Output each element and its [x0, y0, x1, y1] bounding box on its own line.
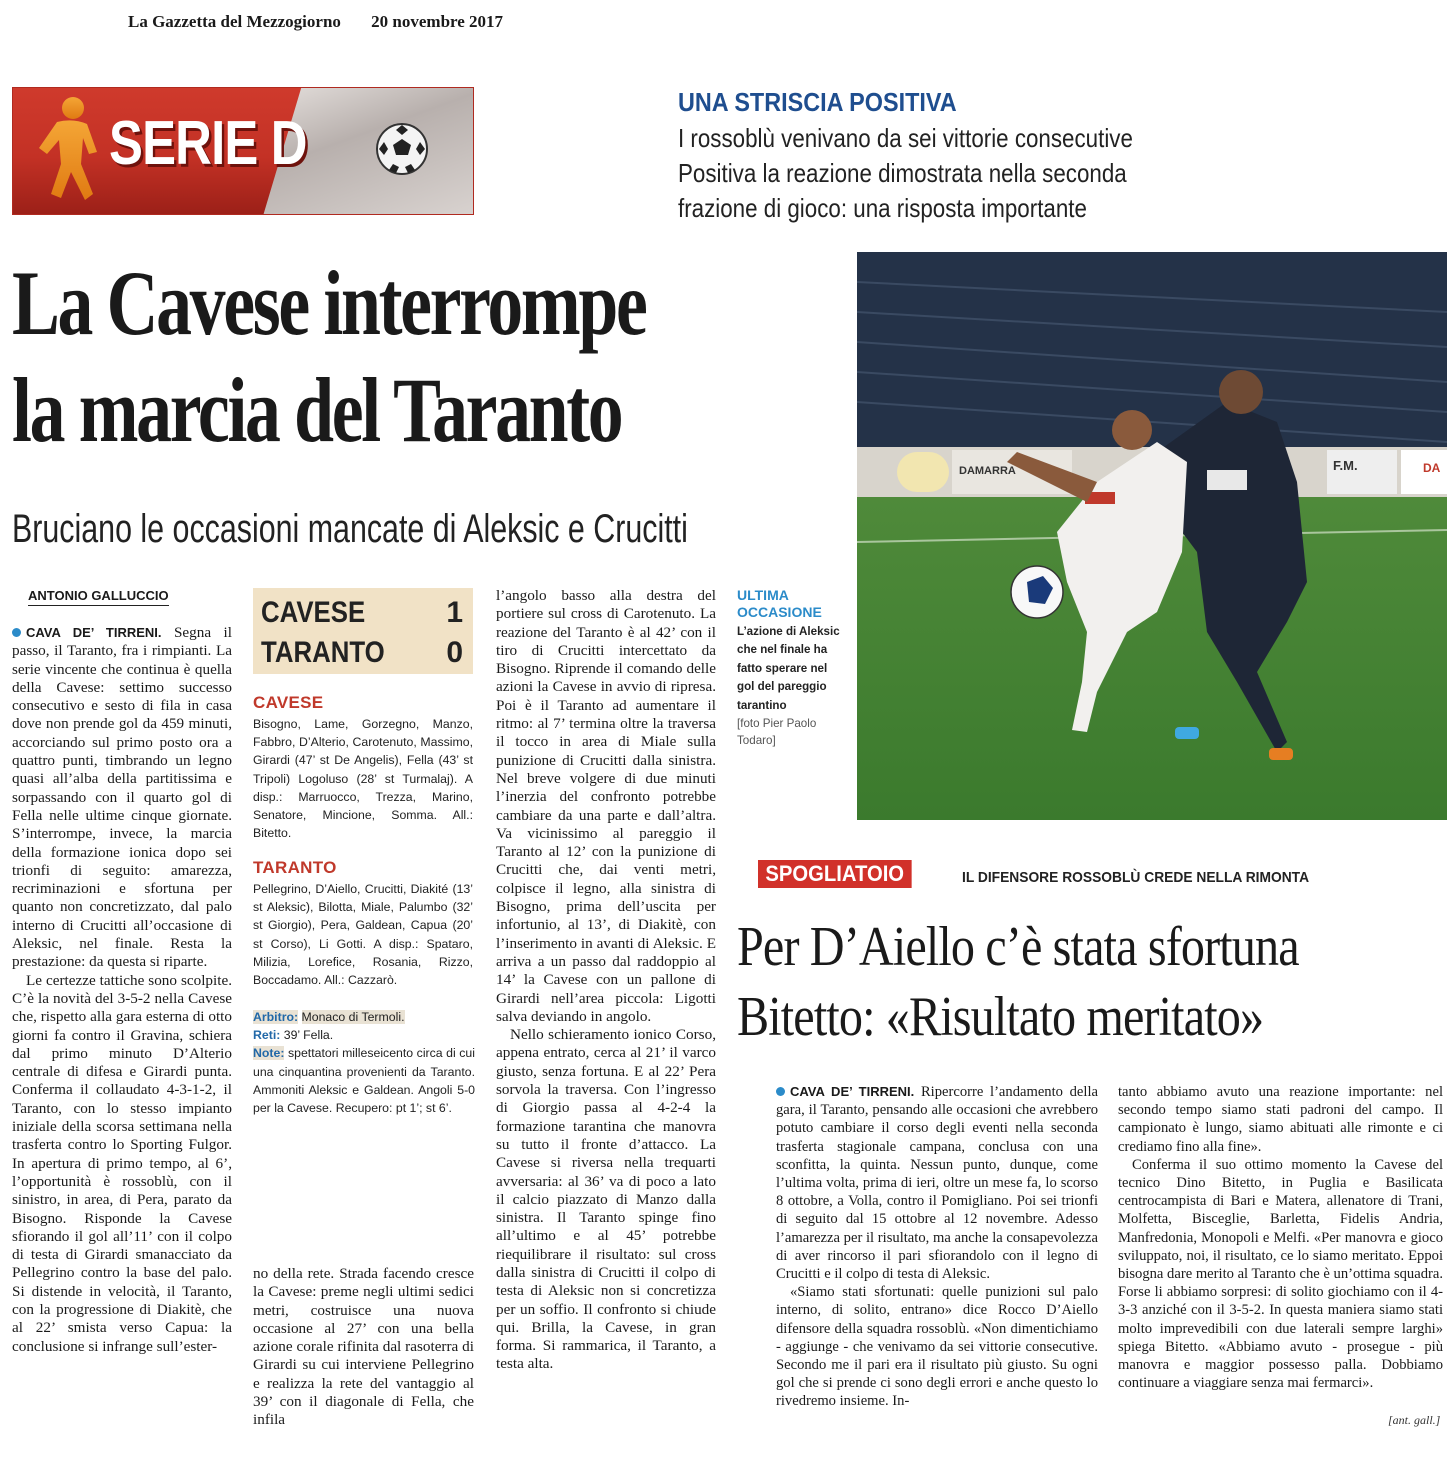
- sidebar-column-1: [776, 1083, 1098, 1411]
- fact-key: Arbitro:: [253, 1010, 299, 1024]
- subheadline: Bruciano le occasioni mancate di Aleksic e Crucitti: [12, 507, 688, 551]
- score-row-home: [261, 596, 463, 630]
- paragraph: l’angolo basso alla destra del portiere sul cross di Carotenuto. La reazione del Taranto è al 42’ con il tiro di Crucitti intercettato da Bisogno. Riprende il comando delle azioni la Cavese in avvio di ripresa. Poi è il Taranto ad aumentare il ritmo: al 7’ termina oltre la traversa il tocco in area di Miale sulla punizione di Crucitti dalla sinistra. Nel breve volgere di due minuti l’inerzia del confronto potrebbe cambiare da una parte e dall’altra. Va vicinissimo al pareggio il Taranto al 12’ con la punizione di Crucitti che, dai venti metri, colpisce il legno, alla sinistra di Bisogno, prima dell’uscita per infortunio, al 13’, di Diakitè, con l’inserimento in avanti di Aleksic. E arriva a un passo dal raddoppio al 14’ la Cavese con un pallone di Girardi nell’area piccola: Ligotti salva deviando in angolo.: [496, 587, 716, 1025]
- photo-caption: [737, 587, 847, 749]
- paragraph: Nello schieramento ionico Corso, appena entrato, cerca al 21’ il varco giusto, senza fortuna. E al 22’ Pera sorvola la traversa. Con l’ingresso di Giorgio passa al 4-2-4 la formazione tarantina che manovra su tutto il fronte d’attacco. La Cavese si riversa nella trequarti avversaria: al 36’ va di poco a lato il calcio piazzato di Manzo dalla sinistra. Il Taranto spinge fino all’ultimo e al 45’ potrebbe riequilibrare il risultato: sul cross dalla sinistra di Crucitti il colpo di testa di Aleksic non si concretizza per un soffio. Il confronto si chiude qui. Brilla, la Cavese, in gran forma. Si rammarica, il Taranto, a testa alta.: [496, 1026, 716, 1373]
- lineup-team-name: TARANTO: [253, 858, 337, 877]
- sidebar-column-2: [1118, 1083, 1443, 1392]
- paper-name: La Gazzetta del Mezzogiorno: [128, 12, 341, 31]
- lineup-text: Bisogno, Lame, Gorzegno, Manzo, Fabbro, D’Alterio, Carotenuto, Massimo, Girardi (47’ st De Angelis), Fella (43’ st Tripoli) Logoluso (28’ st Turmalaj). A disp.: Marruocco, Trezza, Marino, Senatore, Mincione, Somma. All.: Bitetto.: [253, 717, 473, 841]
- article-column-2: [253, 1265, 474, 1430]
- lineup-taranto: [253, 858, 473, 989]
- deck-line: I rossoblù venivano da sei vittorie consecutive: [678, 123, 1133, 153]
- match-photo-illustration: [857, 252, 1447, 820]
- paragraph: [776, 1083, 1098, 1283]
- fact-value: Monaco di Termoli.: [301, 1010, 405, 1024]
- paragraph-text: Segna il passo, il Taranto, fra i rimpianti. La serie vincente che continua è quella della Cavese: settimo successo consecutivo e sesto di fila in casa dove non prende gol da 459 minuti, accorciando sul primo posto ora a quattro punti, timbrando un legno quasi all’alba della partitissima e sorpassando con il quarto gol di Fella nelle ultime cinque giornate. S’interrompe, invece, la marcia della formazione ionica dopo sei trionfi di seguito: amarezza, recriminazioni e sfortuna per quanto non concretizzato, dal palo interno di Crucitti all’occasione di Aleksic, nel finale. Resta la prestazione: da questa si riparte.: [12, 624, 232, 971]
- team-score: 1: [446, 596, 463, 629]
- fact-value: spettatori milleseicento circa di cui una cinquantina provenienti da Taranto. Ammoniti Aleksic e Galdean. Angoli 5-0 per la Cavese. Recupero: pt 1’; st 6’.: [253, 1046, 475, 1116]
- lineup-cavese: [253, 693, 473, 842]
- section-tag: SPOGLIATOIO: [758, 860, 911, 888]
- lineup-team-name: CAVESE: [253, 693, 324, 712]
- main-headline: [12, 250, 645, 464]
- ad-board-text: DAMARRA: [959, 465, 1016, 477]
- section-banner: [12, 87, 474, 215]
- player-icon: [27, 94, 107, 212]
- team-score: 0: [446, 636, 463, 669]
- lineup-text: Pellegrino, D’Aiello, Crucitti, Diakité (13’ st Aleksic), Bilotta, Miale, Palumbo (32’ st Giorgio), Pera, Galdean, Capua (20’ st Corso), Li Gotti. A disp.: Spataro, Milizia, Lorefice, Rosania, Rizzo, Boccadamo. All.: Cazzarò.: [253, 882, 473, 988]
- fact-value: 39’ Fella.: [283, 1028, 334, 1043]
- ad-board-text: DA: [1423, 461, 1441, 475]
- byline: ANTONIO GALLUCCIO: [28, 588, 169, 606]
- ad-board-text: F.M.: [1333, 458, 1358, 473]
- match-facts: [253, 1008, 475, 1117]
- paragraph: tanto abbiamo avuto una reazione importante: nel secondo tempo siamo stati padroni del campo. Il campionato è lungo, siamo abituati alle rimonte e ci crediamo fino alla fine».: [1118, 1084, 1443, 1155]
- referee-line: [253, 1008, 475, 1026]
- article-column-3: [496, 587, 716, 1374]
- bullet-icon: [776, 1087, 785, 1096]
- notes-line: [253, 1044, 475, 1117]
- team-name: TARANTO: [261, 636, 385, 669]
- paragraph-text: Ripercorre l’andamento della gara, il Taranto, pensando alle occasioni che avrebbero potuto cambiare il corso degli eventi nella seconda trasferta stagionale campana, conclusa con una sconfitta, la quinta. Nessun punto, dunque, come l’ultima volta, prima di ieri, oltre un mese fa, lo scorso 8 ottobre, a Volla, contro il Pomigliano. Poi sei trionfi di seguito dal 15 ottobre al 12 novembre. Adesso l’amarezza per il risultato, ma anche la consapevolezza di aver rincorso il pari sfiorandolo con il legno di Crucitti e il colpo di testa di Aleksic.: [776, 1084, 1098, 1283]
- goals-line: [253, 1026, 475, 1044]
- paragraph: [12, 624, 232, 972]
- paragraph: no della rete. Strada facendo cresce la Cavese: preme negli ultimi sedici metri, costruisce una nuova occasione al 27’ con una bella azione corale rifinita dal rasoterra di Girardi su cui interviene Pellegrino e realizza la rete del vantaggio al 39’ con il diagonale di Fella, che infila: [253, 1265, 474, 1429]
- dateline: CAVA DE’ TIRRENI.: [26, 625, 162, 640]
- article-column-1: [12, 624, 232, 1356]
- headline-line: la marcia del Taranto: [12, 359, 622, 461]
- headline-line: La Cavese interrompe: [12, 252, 646, 354]
- author-signature: [ant. gall.]: [1388, 1413, 1441, 1427]
- section-label: SERIE D: [109, 109, 307, 178]
- deck-line: Positiva la reazione dimostrata nella seconda: [678, 158, 1127, 188]
- caption-body: L’azione di Aleksic che nel finale ha fatto sperare nel gol del pareggio tarantino: [737, 625, 840, 712]
- kicker-deck: [678, 121, 1133, 226]
- kicker-title: UNA STRISCIA POSITIVA: [678, 87, 957, 117]
- headline-line: Per D’Aiello c’è stata sfortuna: [737, 916, 1299, 978]
- masthead: [128, 12, 529, 32]
- soccer-ball-icon: [375, 122, 429, 176]
- caption-title: ULTIMA OCCASIONE: [737, 587, 822, 620]
- fact-key: Note:: [253, 1046, 285, 1061]
- score-row-away: [261, 636, 463, 670]
- paragraph: Le certezze tattiche sono scolpite. C’è la novità del 3-5-2 nella Cavese che, rispetto alla gara esterna di otto giorni fa contro il Gravina, schiera dal primo minuto D’Alterio centrale di difesa e Girardi punta. Conferma il collaudato 4-3-1-2, il Taranto, con lo stesso impianto iniziale della scorsa settimana nella trasferta contro lo Sporting Fulgor. In apertura di primo tempo, al 6’, l’opportunità è rossoblù, con il sinistro, in area, di Pera, parato da Bisogno. Risponde la Cavese sfiorando il gol all’11’ con il colpo di testa di Girardi smanacciato da Pellegrino contro la base del palo. Si distende in velocità, il Taranto, con la progressione di Diakitè, che al 22’ smista verso Capua: la conclusione si infrange sull’ester-: [12, 971, 232, 1355]
- photo-credit: [foto Pier Paolo Todaro]: [737, 717, 817, 748]
- deck-line: frazione di gioco: una risposta importante: [678, 193, 1087, 223]
- sidebar-headline: [737, 912, 1299, 1052]
- team-name: CAVESE: [261, 596, 366, 629]
- match-photo: [857, 252, 1447, 820]
- issue-date: 20 novembre 2017: [371, 12, 504, 31]
- paragraph: «Siamo stati sfortunati: quelle punizioni sul palo interno, di solito, entrano» dice Rocco D’Aiello difensore della squadra rossoblù. «Non dimentichiamo - aggiunge - che venivamo da sei vittorie consecutive. Secondo me il pari era il risultato più giusto. Su ogni gol che si prende ci sono degli errori e anche questo lo rivedremo insieme. In-: [776, 1284, 1098, 1410]
- fact-key: Reti:: [253, 1028, 281, 1043]
- scoreboard: [253, 588, 473, 674]
- dateline: CAVA DE’ TIRRENI.: [790, 1084, 915, 1099]
- bullet-icon: [12, 628, 21, 637]
- sidebar-tagline: IL DIFENSORE ROSSOBLÙ CREDE NELLA RIMONTA: [962, 869, 1310, 886]
- headline-line: Bitetto: «Risultato meritato»: [737, 986, 1264, 1048]
- paragraph: Conferma il suo ottimo momento la Cavese del tecnico Dino Bitetto, in Puglia e Basilicata centrocampista di Bari e Matera, allenatore di Trani, Molfetta, Bisceglie, Barletta, Fidelis Andria, Manfredonia, Monopoli e Melfi. «Per manovra e gioco sviluppato, noi, il risultato, ce lo siamo meritato. Eppoi bisogna dare merito al Taranto che è un’ottima squadra. Forse li abbiamo sorpresi: di solito giochiamo con il 4-3-3 anziché con il 3-5-2. In questa maniera siamo stati molto imprevedibili con due laterali sempre larghi» spiega Bitetto. «Abbiamo avuto - prosegue - più manovra e maggior possesso palla. Dobbiamo continuare a viaggiare senza mai fermarci».: [1118, 1156, 1443, 1392]
